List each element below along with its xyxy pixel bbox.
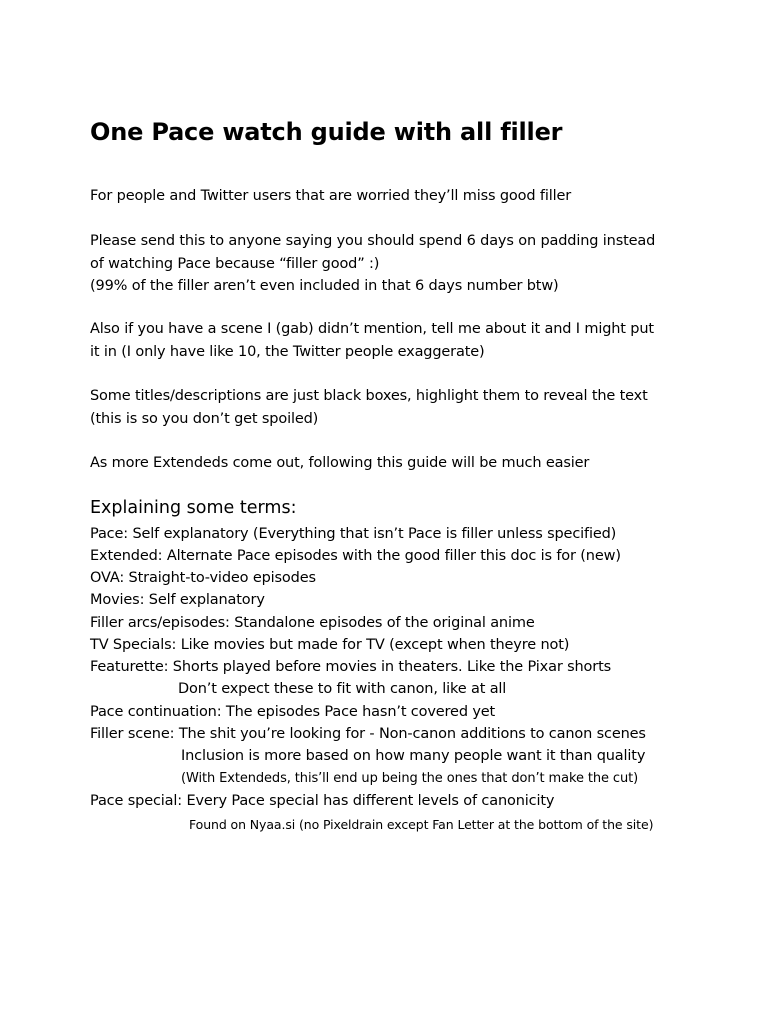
term-filler-scene-note-1: Inclusion is more based on how many people want it than quality	[181, 748, 646, 764]
page-title: One Pace watch guide with all filler	[90, 118, 563, 146]
intro-paragraph	[90, 185, 690, 208]
term-filler-arcs: Filler arcs/episodes: Standalone episodes of the original anime	[90, 615, 535, 631]
term-filler-scene: Filler scene: The shit you’re looking for - Non-canon additions to canon scenes	[90, 726, 646, 742]
titles-paragraph	[90, 385, 690, 430]
extendeds-line: As more Extendeds come out, following this guide will be much easier	[90, 455, 590, 471]
term-pace-special-note: Found on Nyaa.si (no Pixeldrain except Fan Letter at the bottom of the site)	[189, 817, 654, 832]
send-line-1: Please send this to anyone saying you should spend 6 days on padding instead	[90, 233, 656, 249]
send-line-3: (99% of the filler aren’t even included in that 6 days number btw)	[90, 278, 559, 294]
term-pace-continuation: Pace continuation: The episodes Pace hasn’t covered yet	[90, 704, 496, 720]
term-pace: Pace: Self explanatory (Everything that isn’t Pace is filler unless specified)	[90, 526, 617, 542]
scene-paragraph	[90, 318, 690, 363]
intro-line: For people and Twitter users that are worried they’ll miss good filler	[90, 188, 572, 204]
term-extended: Extended: Alternate Pace episodes with the good filler this doc is for (new)	[90, 548, 621, 564]
term-tv-specials: TV Specials: Like movies but made for TV (except when theyre not)	[90, 637, 570, 653]
term-featurette-note: Don’t expect these to fit with canon, like at all	[178, 681, 507, 697]
terms-heading: Explaining some terms:	[90, 498, 297, 518]
extendeds-paragraph	[90, 452, 690, 475]
term-featurette: Featurette: Shorts played before movies in theaters. Like the Pixar shorts	[90, 659, 612, 675]
term-filler-scene-note-2: (With Extendeds, this’ll end up being the ones that don’t make the cut)	[181, 771, 639, 786]
scene-line-1: Also if you have a scene I (gab) didn’t mention, tell me about it and I might put	[90, 321, 654, 337]
term-pace-special: Pace special: Every Pace special has different levels of canonicity	[90, 793, 555, 809]
scene-line-2: it in (I only have like 10, the Twitter people exaggerate)	[90, 343, 485, 360]
send-paragraph	[90, 230, 690, 298]
titles-line-1: Some titles/descriptions are just black boxes, highlight them to reveal the text	[90, 388, 648, 404]
titles-line-2: (this is so you don’t get spoiled)	[90, 410, 319, 427]
send-line-2: of watching Pace because “filler good” :)	[90, 255, 380, 272]
term-ova: OVA: Straight-to-video episodes	[90, 570, 316, 586]
term-movies: Movies: Self explanatory	[90, 592, 265, 608]
